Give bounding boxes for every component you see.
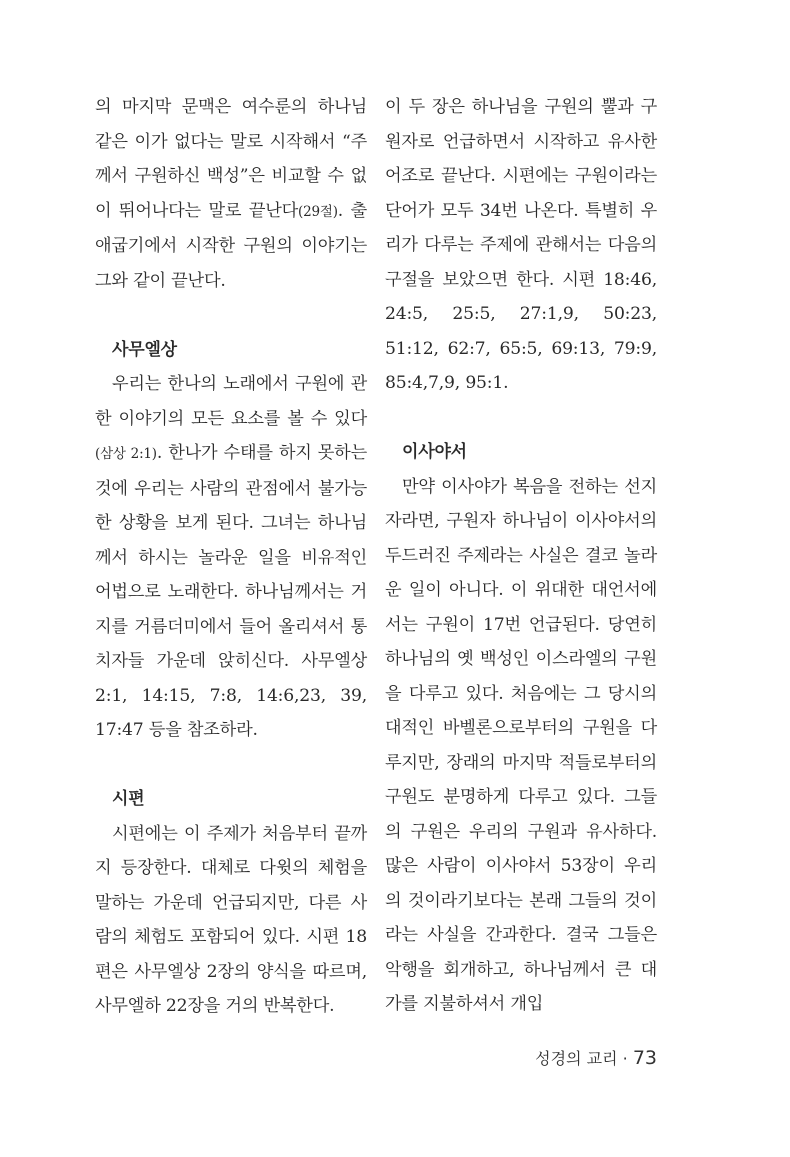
paragraph-psalms: 시편에는 이 주제가 처음부터 끝까지 등장한다. 대체로 다윗의 체험을 말하는 가운데 언급되지만, 다른 사람의 체험도 포함되어 있다. 시편 18편은 사무엘상 2장의 양식을 따르며, 사무엘하 22장을 거의 반복한다. bbox=[95, 823, 367, 1016]
verse-reference: (삼상 2:1) bbox=[95, 446, 157, 462]
section-heading-psalms: 시편 bbox=[112, 789, 145, 809]
section-heading-samuel: 사무엘상 bbox=[112, 339, 177, 360]
left-column bbox=[95, 90, 367, 1024]
footer-separator: · bbox=[617, 1049, 633, 1068]
page-number: 73 bbox=[632, 1047, 657, 1069]
paragraph-exodus-end: 의 마지막 문맥은 여수룬의 하나님 같은 이가 없다는 말로 시작해서 “주께서 구원하신 백성”은 비교할 수 없이 뛰어나다는 말로 끝난다(29절). 출애굽기에서 시작한 구원의 이야기는 그와 같이 끝난다. bbox=[95, 97, 367, 291]
paragraph-psalms-continued: 이 두 장은 하나님을 구원의 뿔과 구원자로 언급하면서 시작하고 유사한 어조로 끝난다. 시편에는 구원이라는 단어가 모두 34번 나온다. 특별히 우리가 다루는 주제에 관해서는 다음의 구절을 보았으면 한다. 시편 18:46, 24:5, 25:5, 27:1,9, 50:23, 51:12, 62:7, 65:5, 69:13, 79:9, 85:4,7,9, 95:1. bbox=[385, 97, 657, 393]
running-title: 성경의 교리 bbox=[535, 1049, 618, 1068]
paragraph-samuel: 우리는 한나의 노래에서 구원에 관한 이야기의 모든 요소를 볼 수 있다(삼상 2:1). 한나가 수태를 하지 못하는 것에 우리는 사람의 관점에서 불가능한 상황을 보게 된다. 그녀는 하나님께서 하시는 놀라운 일을 비유적인 어법으로 노래한다. 하나님께서는 거지를 거름더미에서 들어 올리셔서 통치자들 가운데 앉히신다. 사무엘상 2:1, 14:15, 7:8, 14:6,23, 39, 17:47 등을 참조하라. bbox=[95, 374, 367, 740]
page-footer bbox=[385, 1046, 657, 1069]
paragraph-isaiah: 만약 이사야가 복음을 전하는 선지자라면, 구원자 하나님이 이사야서의 두드러진 주제라는 사실은 결코 놀라운 일이 아니다. 이 위대한 대언서에서는 구원이 17번 언급된다. 당연히 하나님의 옛 백성인 이스라엘의 구원을 다루고 있다. 처음에는 그 당시의 대적인 바벨론으로부터의 구원을 다루지만, 장래의 마지막 적들로부터의 구원도 분명하게 다루고 있다. 그들의 구원은 우리의 구원과 유사하다. 많은 사람이 이사야서 53장이 우리의 것이라기보다는 본래 그들의 것이라는 사실을 간과한다. 결국 그들은 악행을 회개하고, 하나님께서 큰 대가를 지불하셔서 개입 bbox=[385, 476, 657, 1014]
verse-reference: (29절) bbox=[298, 203, 338, 220]
section-heading-isaiah: 이사야서 bbox=[402, 442, 467, 462]
right-column bbox=[385, 90, 657, 1022]
